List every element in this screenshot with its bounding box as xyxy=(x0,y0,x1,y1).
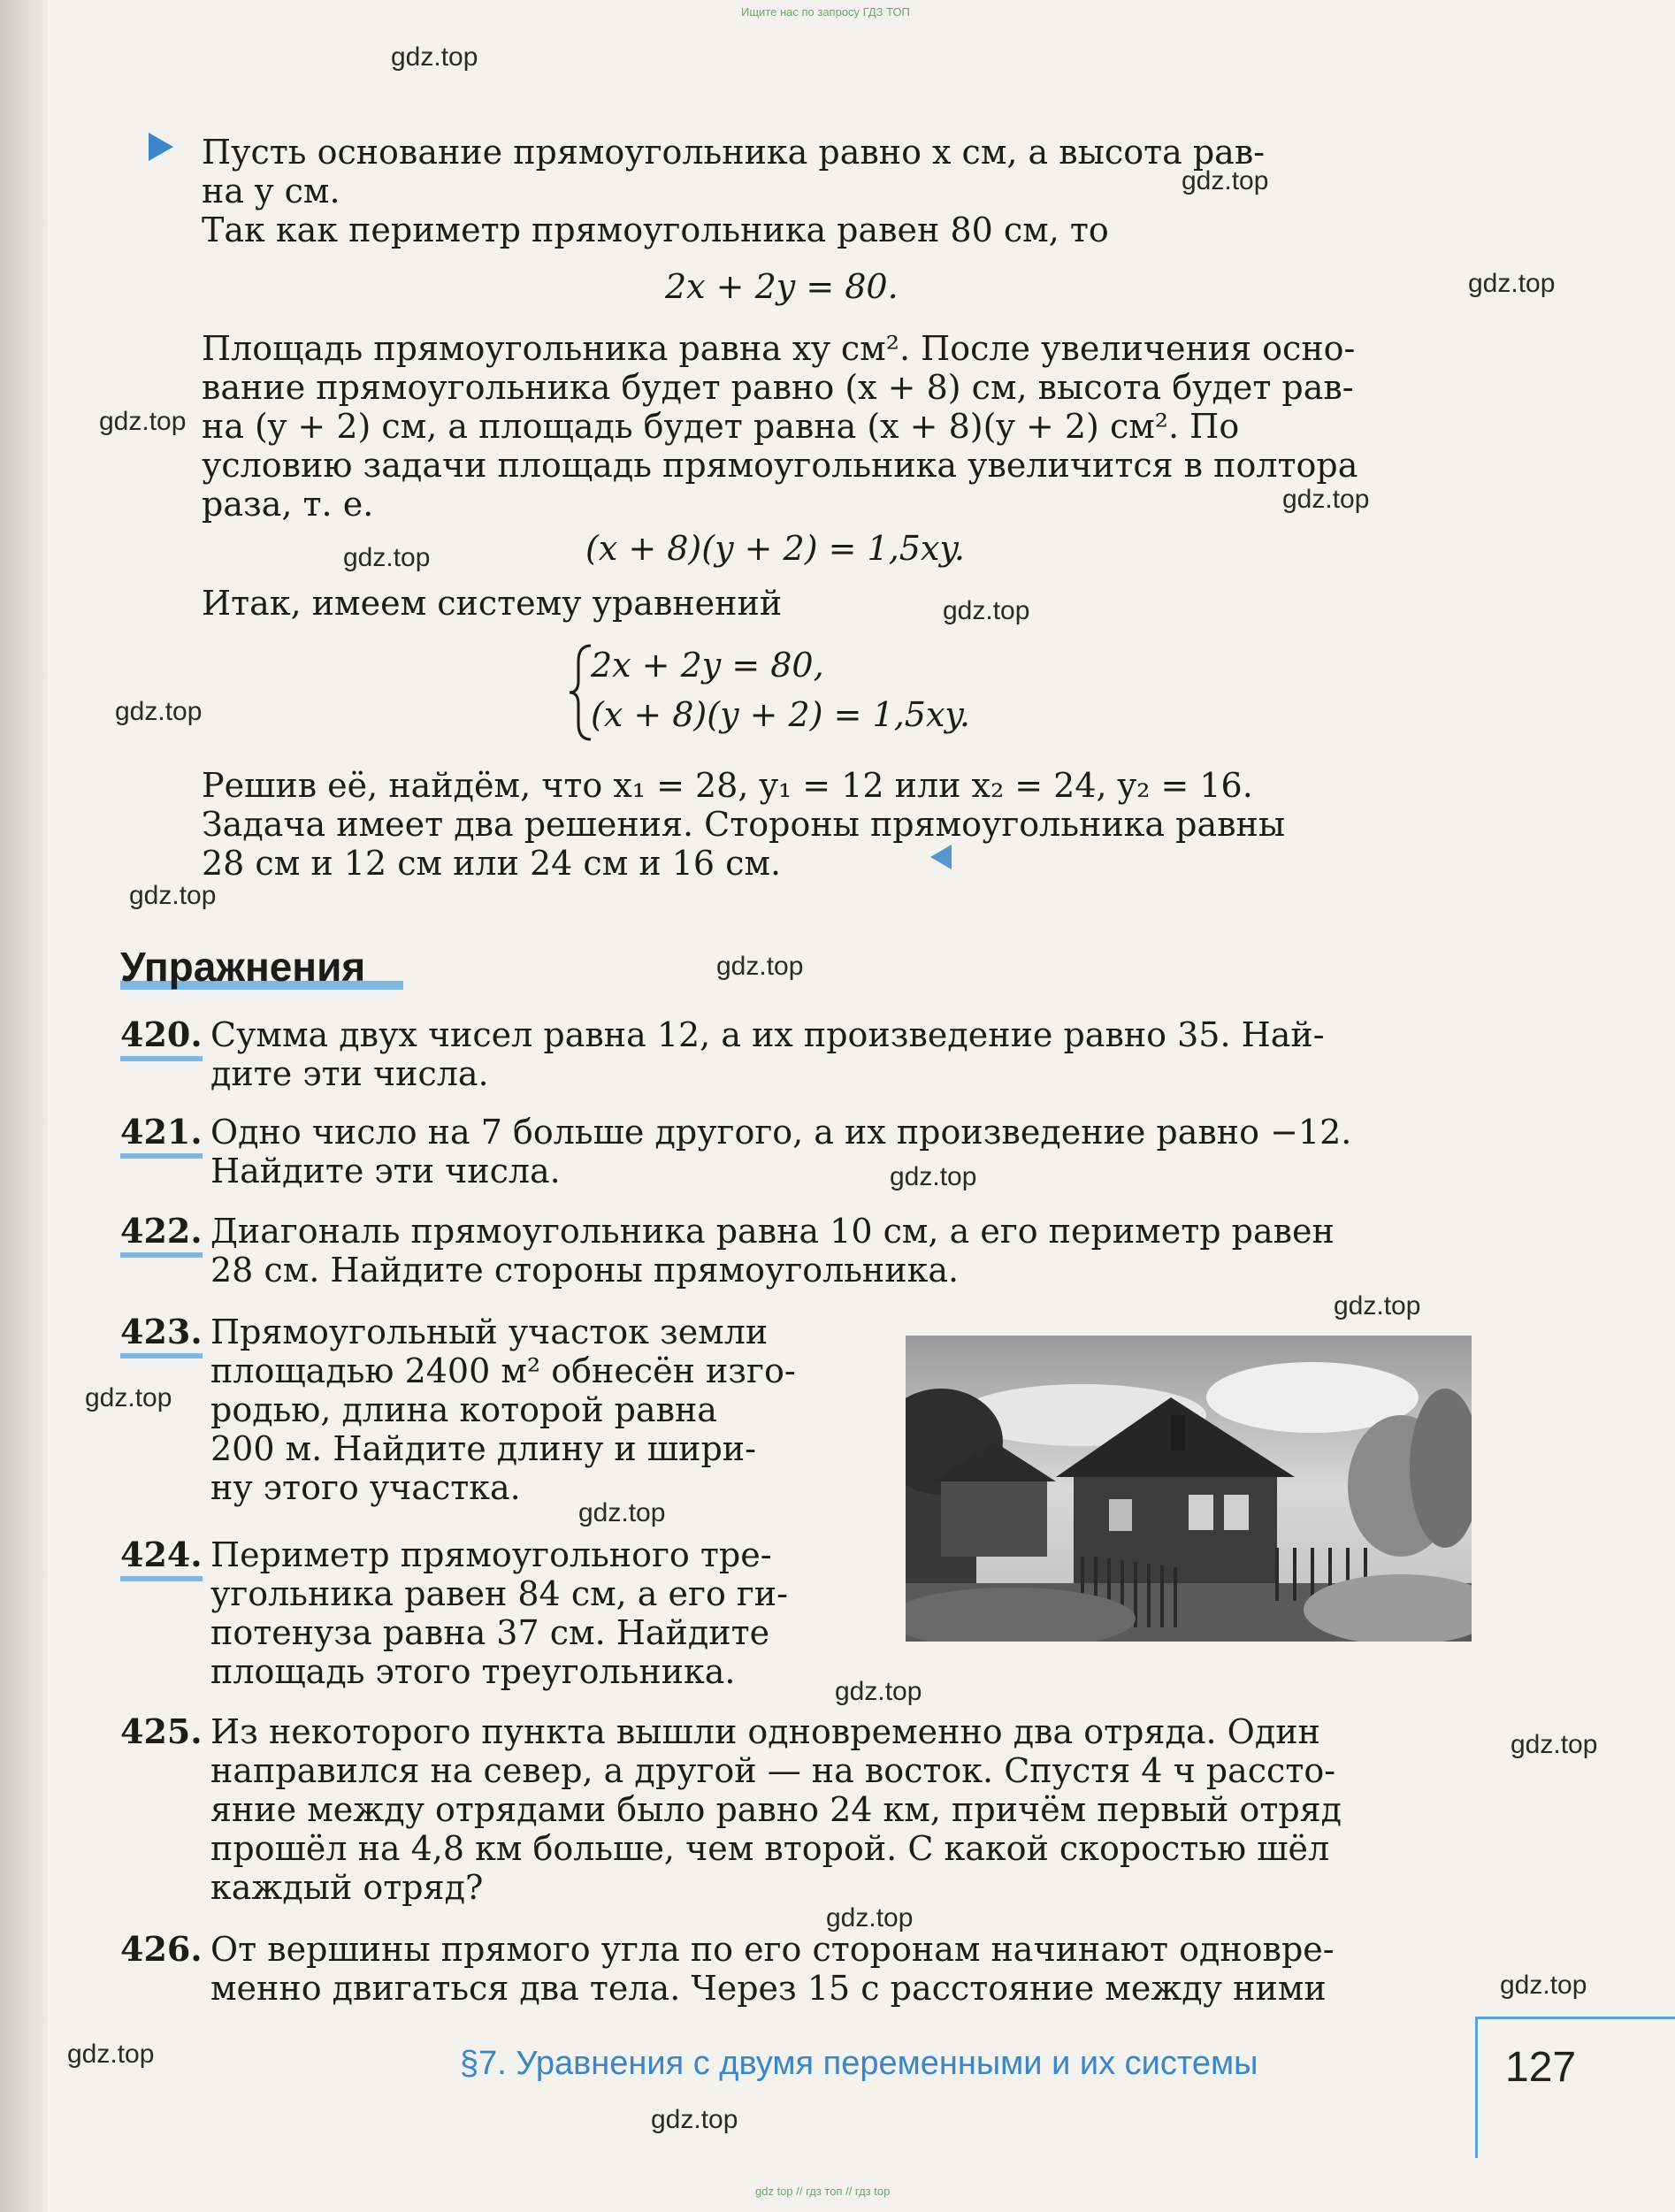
exercise-425-line-5: каждый отряд? xyxy=(210,1868,484,1907)
watermark: gdz.top xyxy=(826,1903,914,1933)
watermark: gdz.top xyxy=(1500,1971,1587,2000)
watermark: gdz.top xyxy=(67,2040,155,2069)
footer-divider xyxy=(1475,2017,1478,2158)
equation-perimeter: 2x + 2y = 80. xyxy=(665,267,899,306)
exercise-421-line-1: Одно число на 7 больше другого, а их произведение равно −12. xyxy=(210,1113,1352,1152)
exercise-421-line-2: Найдите эти числа. xyxy=(210,1152,561,1190)
exercise-424-line-3: потенуза равна 37 см. Найдите xyxy=(210,1613,770,1652)
exercise-number: 426. xyxy=(120,1929,203,1969)
watermark: gdz.top xyxy=(1511,1730,1598,1759)
exercise-422-line-2: 28 см. Найдите стороны прямоугольника. xyxy=(210,1251,960,1290)
solution-line-6: на (y + 2) см, а площадь будет равна (x + 8)(y + 2) см². По xyxy=(202,407,1240,446)
exercise-423-line-3: родью, длина которой равна xyxy=(210,1390,717,1429)
solution-line-8: раза, т. е. xyxy=(202,485,374,524)
exercise-423-line-2: площадью 2400 м² обнесён изго- xyxy=(210,1351,796,1390)
exercise-425-line-2: направился на север, а другой — на восток. Спустя 4 ч рассто- xyxy=(210,1751,1336,1790)
page-binding-shadow xyxy=(0,0,48,2212)
solution-line-3: Так как периметр прямоугольника равен 80 см, то xyxy=(202,210,1109,249)
solution-line-1: Пусть основание прямоугольника равно x см, а высота рав- xyxy=(202,133,1266,172)
watermark: gdz.top xyxy=(1182,166,1269,195)
watermark: gdz.top xyxy=(129,881,217,910)
equation-area: (x + 8)(y + 2) = 1,5xy. xyxy=(585,529,965,568)
solution-line-5: вание прямоугольника будет равно (x + 8) см, высота будет рав- xyxy=(202,368,1354,407)
exercise-423-line-4: 200 м. Найдите длину и шири- xyxy=(210,1429,756,1468)
exercise-number: 424. xyxy=(120,1535,203,1574)
solution-line-12: 28 см и 12 см или 24 см и 16 см. xyxy=(202,844,782,883)
exercise-420-line-1: Сумма двух чисел равна 12, а их произведение равно 35. Най- xyxy=(210,1015,1325,1054)
exercise-424-line-1: Периметр прямоугольного тре- xyxy=(210,1535,772,1574)
watermark: gdz.top xyxy=(651,2105,738,2134)
exercise-number: 423. xyxy=(120,1313,203,1351)
exercise-426-line-2: менно двигаться два тела. Через 15 с расстояние между ними xyxy=(210,1969,1327,2008)
watermark: gdz.top xyxy=(1468,269,1556,298)
watermark: gdz.top xyxy=(343,543,431,572)
exercise-422-line-1: Диагональ прямоугольника равна 10 см, а его периметр равен xyxy=(210,1212,1335,1251)
watermark: gdz.top xyxy=(85,1383,172,1412)
exercise-424-line-4: площадь этого треугольника. xyxy=(210,1652,736,1691)
exercises-heading: Упражнения xyxy=(120,944,366,990)
exercise-number: 422. xyxy=(120,1212,203,1251)
solution-line-7: условию задачи площадь прямоугольника увеличится в полтора xyxy=(202,446,1358,485)
exercise-number: 420. xyxy=(120,1015,203,1054)
watermark: gdz.top xyxy=(578,1498,666,1527)
exercise-423-line-5: ну этого участка. xyxy=(210,1468,521,1507)
footer-rule xyxy=(1475,2017,1675,2019)
watermark: gdz.top xyxy=(943,596,1030,625)
exercise-425-line-4: прошёл на 4,8 км больше, чем второй. С какой скоростью шёл xyxy=(210,1829,1330,1868)
watermark: gdz.top xyxy=(391,42,478,72)
exercise-424-line-2: угольника равен 84 см, а его ги- xyxy=(210,1574,788,1613)
top-note: Ищите нас по запросу ГДЗ ТОП xyxy=(741,5,910,19)
system-equation-1: 2x + 2y = 80, xyxy=(591,646,824,685)
solution-line-10: Решив её, найдём, что x₁ = 28, y₁ = 12 или x₂ = 24, y₂ = 16. xyxy=(202,766,1253,805)
solution-start-marker-icon xyxy=(149,133,173,161)
watermark: gdz.top xyxy=(890,1162,977,1191)
house-photo xyxy=(906,1336,1472,1642)
bottom-note: gdz top // гдз топ // гдз top xyxy=(755,2185,891,2198)
solution-line-4: Площадь прямоугольника равна xy см². После увеличения осно- xyxy=(202,329,1356,368)
system-equation-2: (x + 8)(y + 2) = 1,5xy. xyxy=(591,695,970,734)
watermark: gdz.top xyxy=(716,952,804,981)
exercise-426-line-1: От вершины прямого угла по его сторонам начинают одновре- xyxy=(210,1930,1335,1969)
chapter-title: §7. Уравнения с двумя переменными и их системы xyxy=(460,2045,1258,2082)
exercise-425-line-1: Из некоторого пункта вышли одновременно два отряда. Один xyxy=(210,1712,1320,1751)
page-number: 127 xyxy=(1505,2044,1577,2091)
exercise-number: 425. xyxy=(120,1711,203,1751)
watermark: gdz.top xyxy=(835,1677,922,1706)
solution-line-9: Итак, имеем систему уравнений xyxy=(202,584,783,623)
solution-line-2: на y см. xyxy=(202,172,340,210)
solution-line-11: Задача имеет два решения. Стороны прямоугольника равны xyxy=(202,805,1286,844)
watermark: gdz.top xyxy=(99,407,187,436)
watermark: gdz.top xyxy=(1334,1291,1421,1320)
exercise-423-line-1: Прямоугольный участок земли xyxy=(210,1313,769,1351)
exercise-420-line-2: дите эти числа. xyxy=(210,1054,489,1093)
exercise-number: 421. xyxy=(120,1113,203,1152)
exercise-425-line-3: яние между отрядами было равно 24 км, причём первый отряд xyxy=(210,1790,1342,1829)
watermark: gdz.top xyxy=(115,697,203,726)
solution-end-marker-icon xyxy=(930,845,952,869)
watermark: gdz.top xyxy=(1282,485,1370,514)
